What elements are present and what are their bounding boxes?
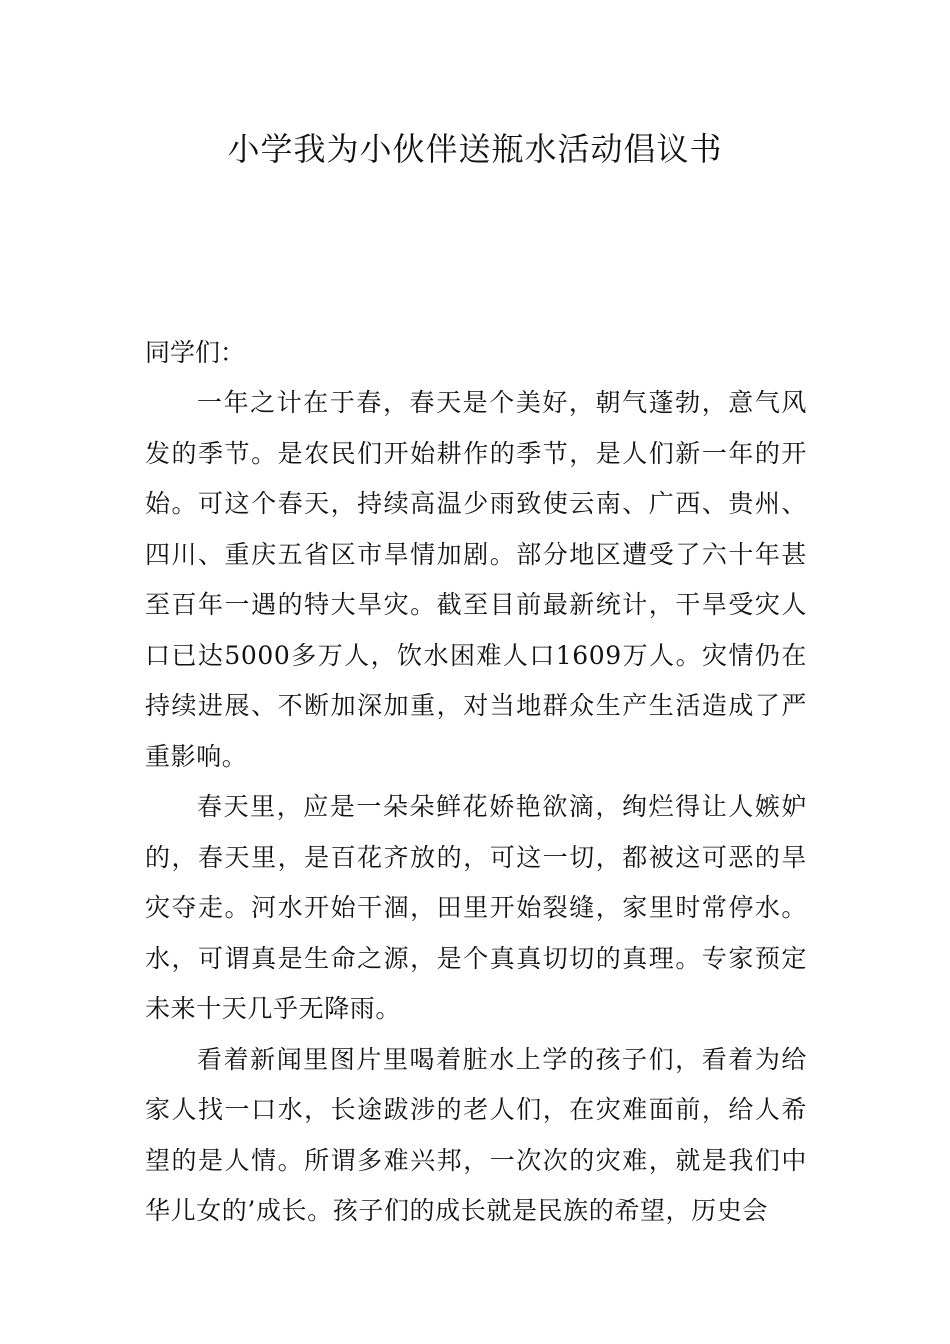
paragraph-1: 一年之计在于春，春天是个美好，朝气蓬勃，意气风发的季节。是农民们开始耕作的季节，是人们新一年的开始。可这个春天，持续高温少雨致使云南、广西、贵州、四川、重庆五省区市旱情加剧。部分地区遭受了六十年甚至百年一遇的特大旱灾。截至目前最新统计，干旱受灾人口已达5000多万人，饮水困难人口1609万人。灾情仍在持续进展、不断加深加重，对当地群众生产生活造成了严重影响。 bbox=[145, 388, 807, 771]
salutation: 同学们： bbox=[145, 338, 246, 367]
paragraph-3: 看着新闻里图片里喝着脏水上学的孩子们，看着为给家人找一口水，长途跋涉的老人们，在灾难面前，给人希望的是人情。所谓多难兴邦，一次次的灾难，就是我们中华儿女的’成长。孩子们的成长就是民族的希望，历史会 bbox=[145, 1044, 807, 1225]
document-body bbox=[145, 328, 807, 1237]
paragraph-2: 春天里，应是一朵朵鲜花娇艳欲滴，绚烂得让人嫉妒的，春天里，是百花齐放的，可这一切，都被这可恶的旱灾夺走。河水开始干涸，田里开始裂缝，家里时常停水。水，可谓真是生命之源，是个真真切切的真理。专家预定未来十天几乎无降雨。 bbox=[145, 792, 807, 1023]
document-title: 小学我为小伙伴送瓶水活动倡议书 bbox=[227, 130, 723, 168]
